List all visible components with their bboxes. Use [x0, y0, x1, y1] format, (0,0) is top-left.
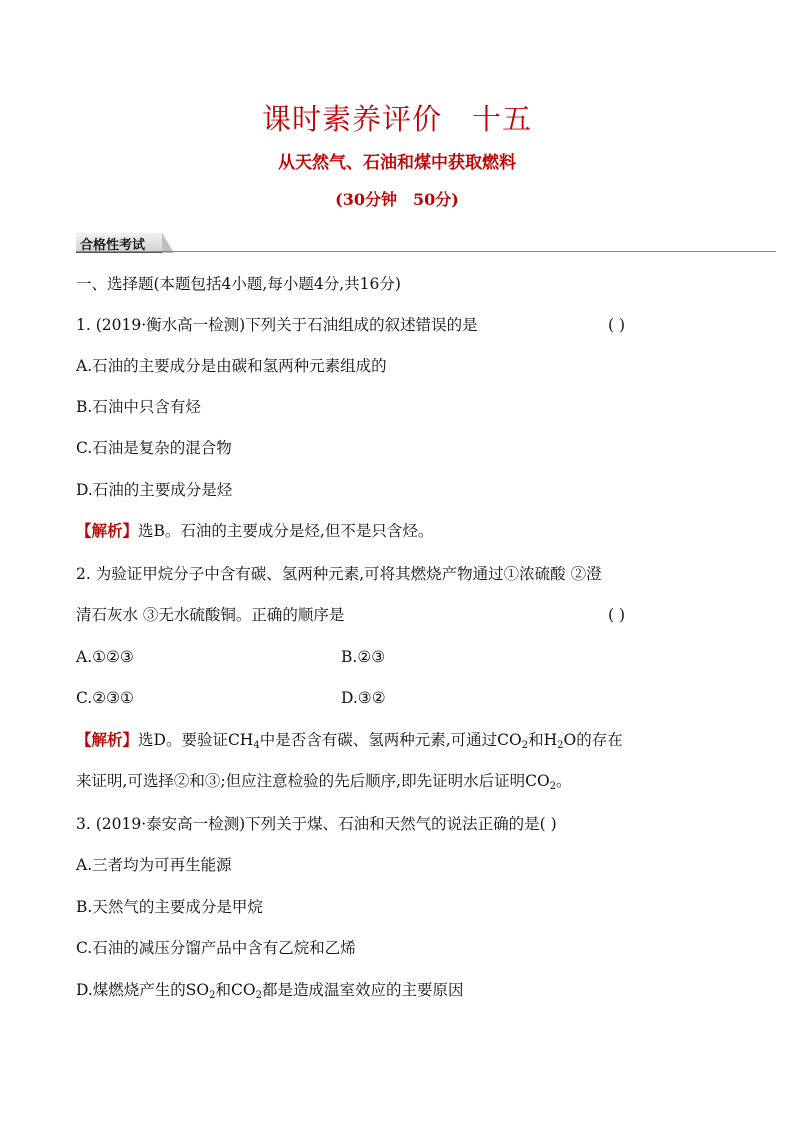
question-1-option-d: D.石油的主要成分是烃: [76, 481, 233, 499]
question-3-option-d: D.煤燃烧产生的$SO_2$和$CO_2$都是造成温室效应的主要原因: [76, 981, 464, 1001]
question-1-option-b: B.石油中只含有烃: [76, 398, 201, 416]
time-score: 50分: [413, 190, 452, 209]
question-2-option-c: C.②③①: [76, 689, 134, 707]
section-divider: [76, 251, 776, 252]
title-number: 十五: [472, 102, 533, 136]
question-2-answer-blank[interactable]: ( ): [608, 606, 626, 624]
question-3-option-c: C.石油的减压分馏产品中含有乙烷和乙烯: [76, 939, 356, 957]
part-heading: 一、选择题(本题包括4小题,每小题4分,共16分): [76, 275, 401, 293]
section-tab: [76, 233, 176, 253]
question-1-option-c: C.石油是复杂的混合物: [76, 439, 232, 457]
question-2-explanation-line1: 【解析】选D。要验证$CH_4$中是否含有碳、氢两种元素,可通过$CO_2$和$H_2O$的存在: [76, 730, 623, 751]
explanation-tag: 【解析】: [76, 730, 139, 749]
question-1-answer-blank[interactable]: ( ): [608, 316, 626, 334]
title-main: 课时素养评价: [261, 102, 442, 136]
page-subtitle: 从天然气、石油和煤中获取燃料: [278, 153, 516, 173]
time-minutes: 30分钟: [342, 190, 397, 209]
question-1-explanation: 【解析】选B。石油的主要成分是烃,但不是只含烃。: [76, 521, 434, 540]
question-3-option-b: B.天然气的主要成分是甲烷: [76, 898, 263, 916]
question-2-option-d: D.③②: [341, 689, 386, 707]
question-2-stem-line1: 2. 为验证甲烷分子中含有碳、氢两种元素,可将其燃烧产物通过①浓硫酸 ②澄: [76, 565, 602, 583]
question-2-option-a: A.①②③: [76, 648, 134, 666]
time-score-info: (30分钟 50分): [335, 190, 459, 209]
explanation-tag: 【解析】: [76, 521, 139, 540]
question-3-stem: 3. (2019·泰安高一检测)下列关于煤、石油和天然气的说法正确的是( ): [76, 815, 557, 833]
page-title: [0, 97, 794, 138]
question-2-explanation-line2: 来证明,可选择②和③;但应注意检验的先后顺序,即先证明水后证明$CO_2$。: [76, 772, 572, 792]
question-3-option-a: A.三者均为可再生能源: [76, 856, 232, 874]
question-2-option-b: B.②③: [341, 648, 386, 666]
question-1-option-a: A.石油的主要成分是由碳和氢两种元素组成的: [76, 357, 387, 375]
question-1-stem: 1. (2019·衡水高一检测)下列关于石油组成的叙述错误的是: [76, 316, 478, 334]
section-label: 合格性考试: [80, 238, 146, 253]
question-2-stem-line2: 清石灰水 ③无水硫酸铜。正确的顺序是: [76, 606, 345, 624]
